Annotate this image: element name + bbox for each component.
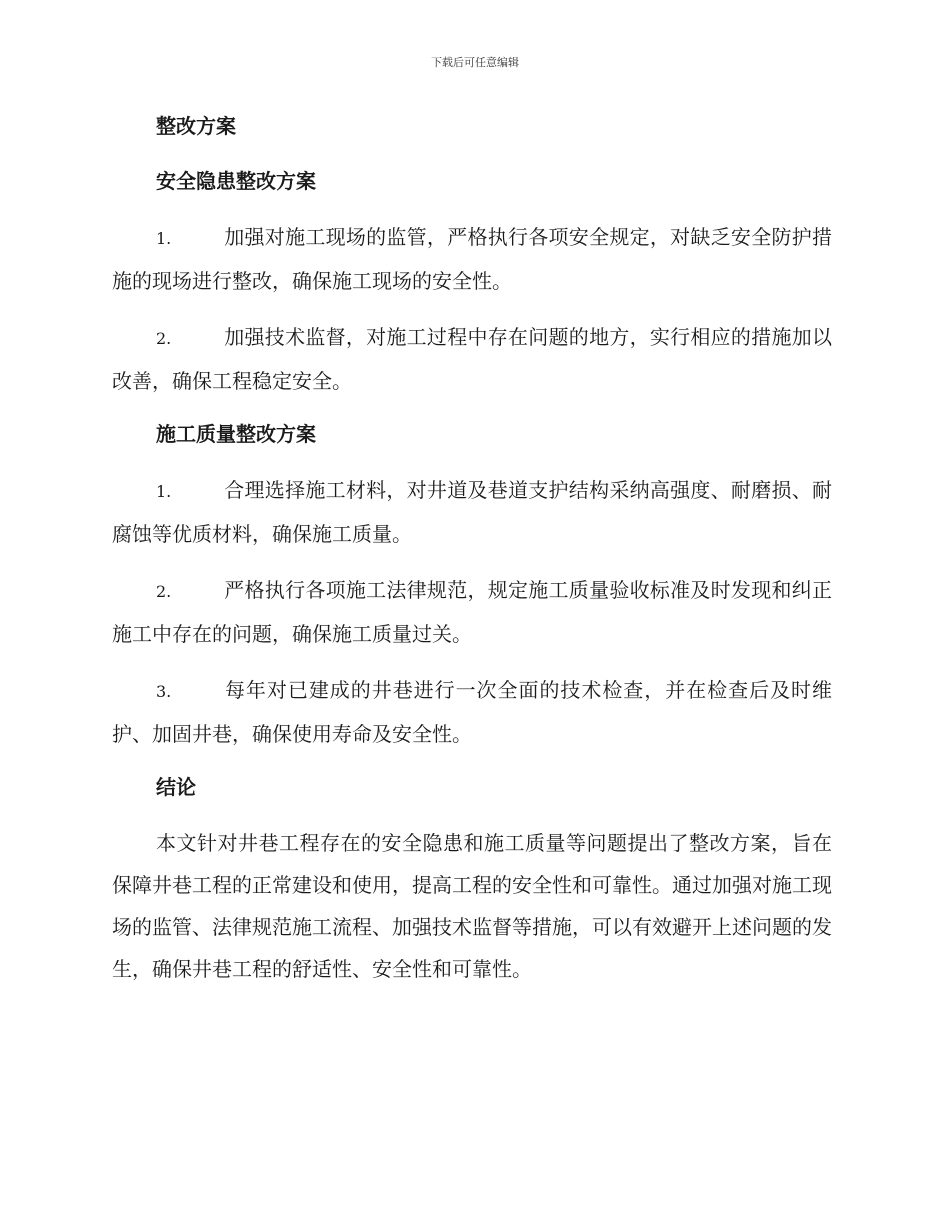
document-body bbox=[112, 108, 832, 990]
section-heading-quality: 施工质量整改方案 bbox=[156, 422, 316, 446]
list-item bbox=[112, 669, 832, 755]
conclusion-paragraph: 本文针对井巷工程存在的安全隐患和施工质量等问题提出了整改方案，旨在保障井巷工程的正常建设和使用，提高工程的安全性和可靠性。通过加强对施工现场的监管、法律规范施工流程、加强技术监督等措施，可以有效避开上述问题的发生，确保井巷工程的舒适性、安全性和可靠性。 bbox=[112, 831, 832, 981]
list-item bbox=[112, 569, 832, 655]
list-item bbox=[112, 469, 832, 555]
section-heading-conclusion: 结论 bbox=[156, 775, 196, 799]
document-title: 整改方案 bbox=[156, 114, 236, 138]
list-item-number: 2. bbox=[156, 582, 172, 601]
list-item-text: 加强技术监督，对施工过程中存在问题的地方，实行相应的措施加以改善，确保工程稳定安全。 bbox=[112, 325, 832, 393]
list-item-number: 1. bbox=[156, 482, 172, 501]
list-item-number: 3. bbox=[156, 682, 172, 701]
list-item-number: 1. bbox=[156, 229, 172, 248]
list-item-number: 2. bbox=[156, 329, 172, 348]
list-item-text: 合理选择施工材料，对井道及巷道支护结构采纳高强度、耐磨损、耐腐蚀等优质材料，确保施工质量。 bbox=[112, 478, 832, 546]
list-item-text: 严格执行各项施工法律规范，规定施工质量验收标准及时发现和纠正施工中存在的问题，确保施工质量过关。 bbox=[112, 578, 832, 646]
page-header-note: 下载后可任意编辑 bbox=[431, 56, 519, 69]
list-item-text: 加强对施工现场的监管，严格执行各项安全规定，对缺乏安全防护措施的现场进行整改，确保施工现场的安全性。 bbox=[112, 225, 832, 293]
list-item-text: 每年对已建成的井巷进行一次全面的技术检查，并在检查后及时维护、加固井巷，确保使用寿命及安全性。 bbox=[112, 678, 832, 746]
section-heading-safety: 安全隐患整改方案 bbox=[156, 169, 316, 193]
list-item bbox=[112, 316, 832, 402]
list-item bbox=[112, 216, 832, 302]
